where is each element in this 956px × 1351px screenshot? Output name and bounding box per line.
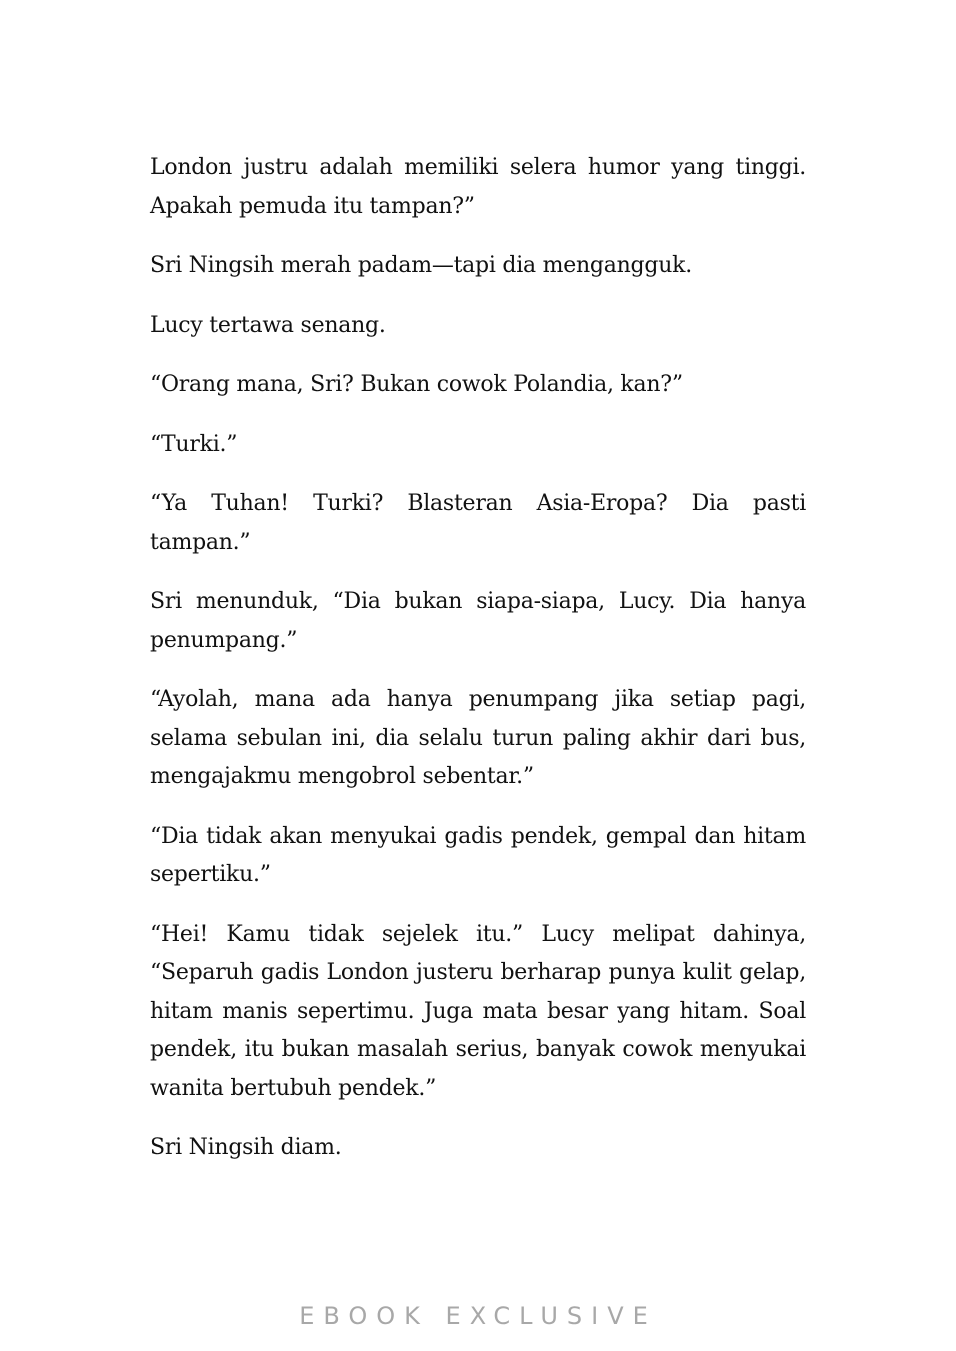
- paragraph-7: Sri menunduk, “Dia bukan siapa-siapa, Lucy. Dia hanya penumpang.”: [150, 589, 806, 653]
- paragraph-1: London justru adalah memiliki selera humor yang tinggi. Apakah pemuda itu tampan?”: [150, 155, 806, 219]
- paragraph-9: “Dia tidak akan menyukai gadis pendek, gempal dan hitam sepertiku.”: [150, 823, 806, 887]
- paragraph-10: “Hei! Kamu tidak sejelek itu.” Lucy melipat dahinya, “Separuh gadis London justeru berharap punya kulit gelap, hitam manis sepertimu. Juga mata besar yang hitam. Soal pendek, itu bukan masalah serius, banyak cowok menyukai wanita bertubuh pendek.”: [150, 921, 806, 1101]
- ebook-exclusive-footer: EBOOK EXCLUSIVE: [299, 1302, 657, 1330]
- paragraph-5: “Turki.”: [150, 431, 238, 457]
- paragraph-11: Sri Ningsih diam.: [150, 1135, 342, 1160]
- paragraph-3: Lucy tertawa senang.: [150, 312, 386, 338]
- paragraph-8: “Ayolah, mana ada hanya penumpang jika setiap pagi, selama sebulan ini, dia selalu turun paling akhir dari bus, mengajakmu mengobrol sebentar.”: [150, 687, 806, 789]
- page-body-text: [150, 149, 806, 1189]
- paragraph-2: Sri Ningsih merah padam—tapi dia mengangguk.: [150, 253, 692, 278]
- paragraph-4: “Orang mana, Sri? Bukan cowok Polandia, kan?”: [150, 372, 683, 397]
- paragraph-6: “Ya Tuhan! Turki? Blasteran Asia-Eropa? Dia pasti tampan.”: [150, 491, 806, 555]
